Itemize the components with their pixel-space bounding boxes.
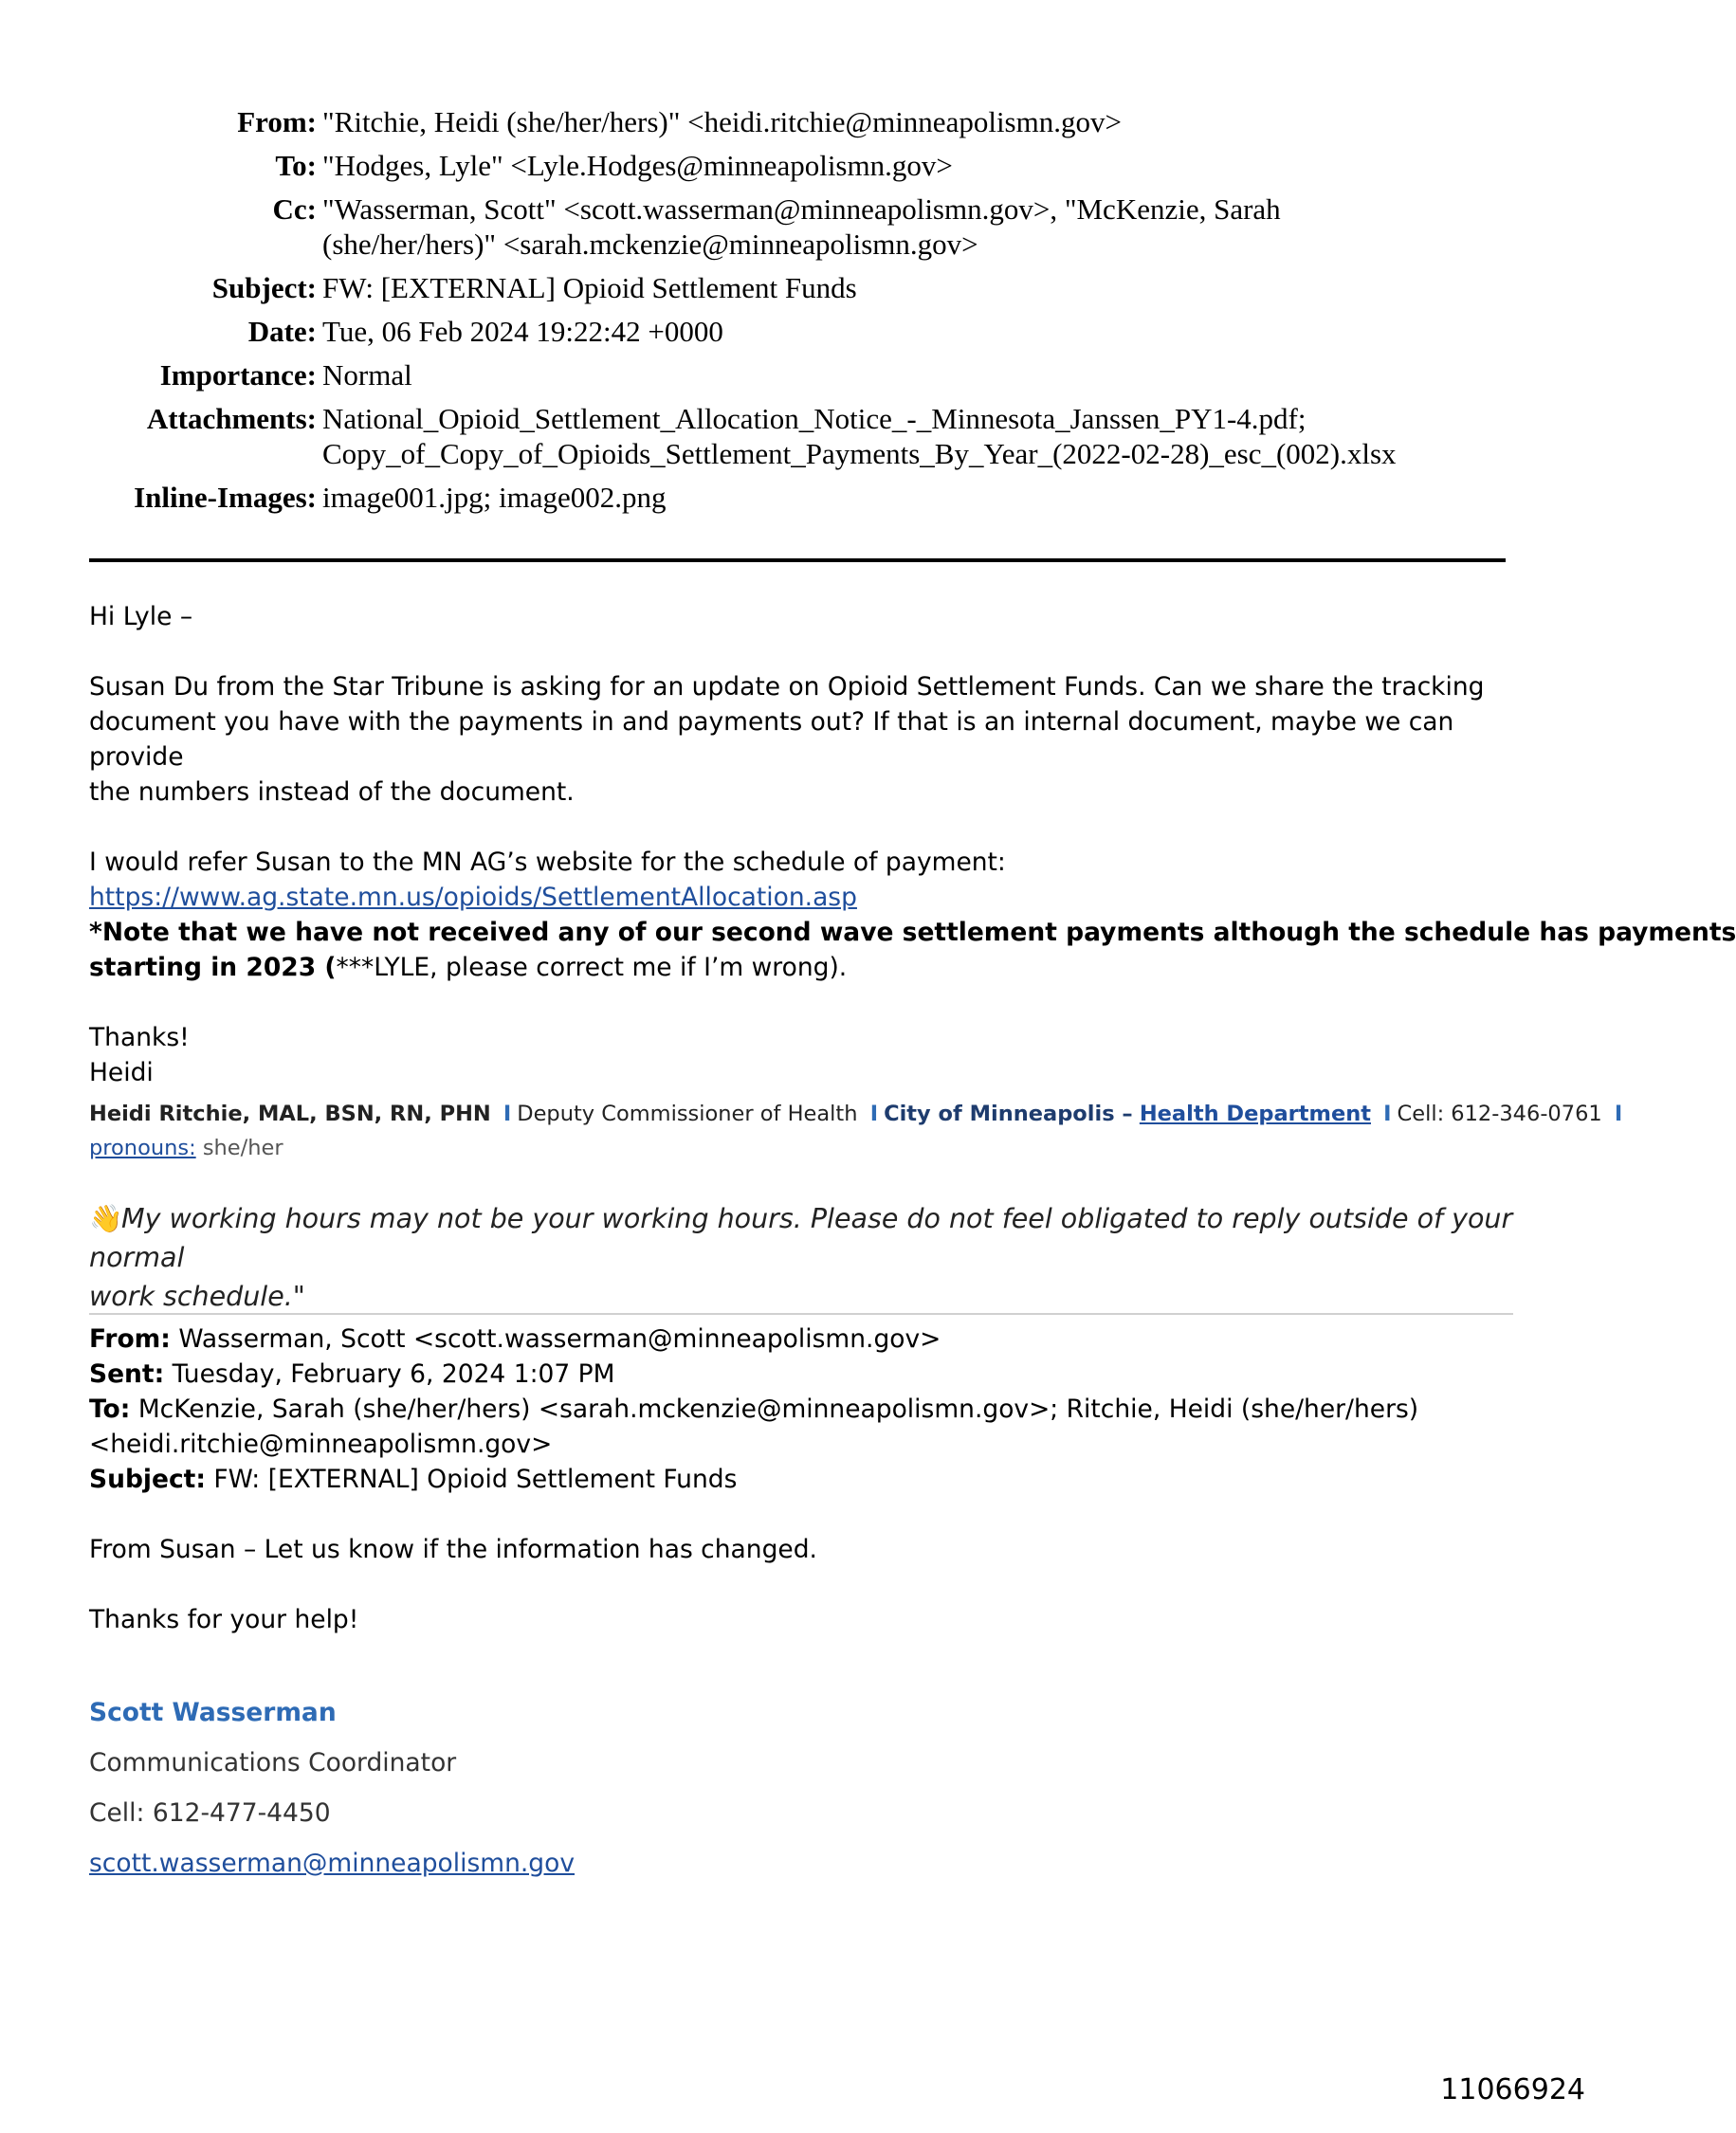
waving-hand-icon: 👋 (89, 1203, 123, 1234)
fwd-subject-label: Subject: (89, 1465, 206, 1494)
body-para2-line1: I would refer Susan to the MN AG’s website for the schedule of payment: (89, 848, 1006, 877)
signoff-text: Heidi (89, 1058, 154, 1087)
fwd-sent-label: Sent: (89, 1359, 165, 1389)
email-header (0, 104, 1517, 523)
signature-city: City of Minneapolis – (884, 1102, 1133, 1126)
fwd-to-value-line2: <heidi.ritchie@minneapolismn.gov> (89, 1430, 553, 1459)
attachment-xlsx[interactable]: Copy_of_Copy_of_Opioids_Settlement_Payments_By_Year_(2022-02-28)_esc_(002).xlsx (322, 437, 1397, 470)
fwd-from-value: Wasserman, Scott <scott.wasserman@minneapolismn.gov> (178, 1324, 941, 1354)
fwd-sent-value: Tuesday, February 6, 2024 1:07 PM (172, 1359, 615, 1389)
scott-name: Scott Wasserman (89, 1698, 337, 1727)
cc-value: "Wasserman, Scott" <scott.wasserman@minneapolismn.gov>, "McKenzie, Sarah (she/her/hers)" <sarah.mckenzie@minneapolismn.gov> (322, 192, 1281, 261)
ag-settlement-link[interactable]: https://www.ag.state.mn.us/opioids/SettlementAllocation.asp (89, 883, 857, 912)
signature-separator: I (503, 1102, 512, 1126)
pronouns-link[interactable]: pronouns: (89, 1136, 196, 1160)
quote-line1: My working hours may not be your working hours. Please do not feel obligated to reply outside of your normal (89, 1203, 1513, 1273)
to-label: To: (275, 149, 317, 182)
header-inline-images-row (0, 480, 1517, 515)
signature-cell: Cell: 612-346-0761 (1397, 1102, 1602, 1126)
header-cc-row (0, 191, 1517, 262)
attachment-pdf[interactable]: National_Opioid_Settlement_Allocation_Notice_-_Minnesota_Janssen_PY1-4.pdf; (322, 402, 1307, 435)
note-line1: *Note that we have not received any of our second wave settlement payments although the schedule has payments (89, 918, 1736, 947)
signature-separator: I (1614, 1102, 1623, 1126)
subject-label: Subject: (211, 271, 317, 304)
body-para1-line1: Susan Du from the Star Tribune is asking for an update on Opioid Settlement Funds. Can we share the tracking (89, 672, 1485, 702)
importance-label: Importance: (159, 358, 317, 392)
signature-title: Deputy Commissioner of Health (517, 1102, 858, 1126)
fwd-message: From Susan – Let us know if the information has changed. (89, 1535, 817, 1564)
health-department-link[interactable]: Health Department (1139, 1102, 1371, 1126)
forward-divider (89, 1313, 1513, 1315)
fwd-subject-value: FW: [EXTERNAL] Opioid Settlement Funds (213, 1465, 738, 1494)
date-value: Tue, 06 Feb 2024 19:22:42 +0000 (322, 315, 723, 348)
fwd-to-label: To: (89, 1395, 131, 1424)
heidi-signature (89, 1097, 1623, 1165)
signature-separator: I (869, 1102, 879, 1126)
attachments-value (322, 401, 1508, 471)
pronouns-value: she/her (202, 1136, 283, 1160)
date-label: Date: (247, 315, 317, 348)
header-to-row (0, 148, 1517, 183)
message-body (89, 599, 1736, 1090)
scott-email-link[interactable]: scott.wasserman@minneapolismn.gov (89, 1849, 576, 1878)
header-divider (89, 558, 1506, 562)
header-attachments-row (0, 401, 1517, 471)
signature-name: Heidi Ritchie, MAL, BSN, RN, PHN (89, 1102, 491, 1126)
subject-value: FW: [EXTERNAL] Opioid Settlement Funds (322, 271, 857, 304)
importance-value: Normal (322, 358, 412, 392)
fwd-to-value-line1: McKenzie, Sarah (she/her/hers) <sarah.mckenzie@minneapolismn.gov>; Ritchie, Heidi (she/her/hers) (137, 1395, 1419, 1424)
fwd-thanks: Thanks for your help! (89, 1605, 359, 1634)
scott-title: Communications Coordinator (89, 1748, 457, 1778)
body-para1-line3: the numbers instead of the document. (89, 777, 575, 807)
signature-separator: I (1383, 1102, 1392, 1126)
from-value: "Ritchie, Heidi (she/her/hers)" <heidi.ritchie@minneapolismn.gov> (322, 105, 1122, 138)
cc-label: Cc: (272, 192, 317, 226)
to-value: "Hodges, Lyle" <Lyle.Hodges@minneapolismn.gov> (322, 149, 953, 182)
working-hours-note (89, 1199, 1530, 1316)
thanks-text: Thanks! (89, 1023, 190, 1052)
scott-signature (89, 1687, 1037, 1888)
from-label: From: (237, 105, 317, 138)
fwd-from-label: From: (89, 1324, 171, 1354)
scott-cell: Cell: 612-477-4450 (89, 1798, 331, 1828)
note-line2-bold: starting in 2023 ( (89, 953, 337, 982)
forwarded-message (89, 1322, 1530, 1637)
header-date-row (0, 314, 1517, 349)
inline-images-value: image001.jpg; image002.png (322, 481, 667, 514)
bates-number: 11066924 (1440, 2073, 1585, 2106)
header-from-row (0, 104, 1517, 139)
attachments-label: Attachments: (146, 402, 317, 435)
body-para1-line2: document you have with the payments in and payments out? If that is an internal document, maybe we can provide (89, 707, 1454, 772)
header-subject-row (0, 270, 1517, 305)
quote-line2: work schedule." (89, 1281, 305, 1312)
header-importance-row (0, 357, 1517, 392)
greeting: Hi Lyle – (89, 602, 193, 631)
inline-images-label: Inline-Images: (134, 481, 317, 514)
note-line2-rest: ***LYLE, please correct me if I’m wrong). (336, 953, 848, 982)
